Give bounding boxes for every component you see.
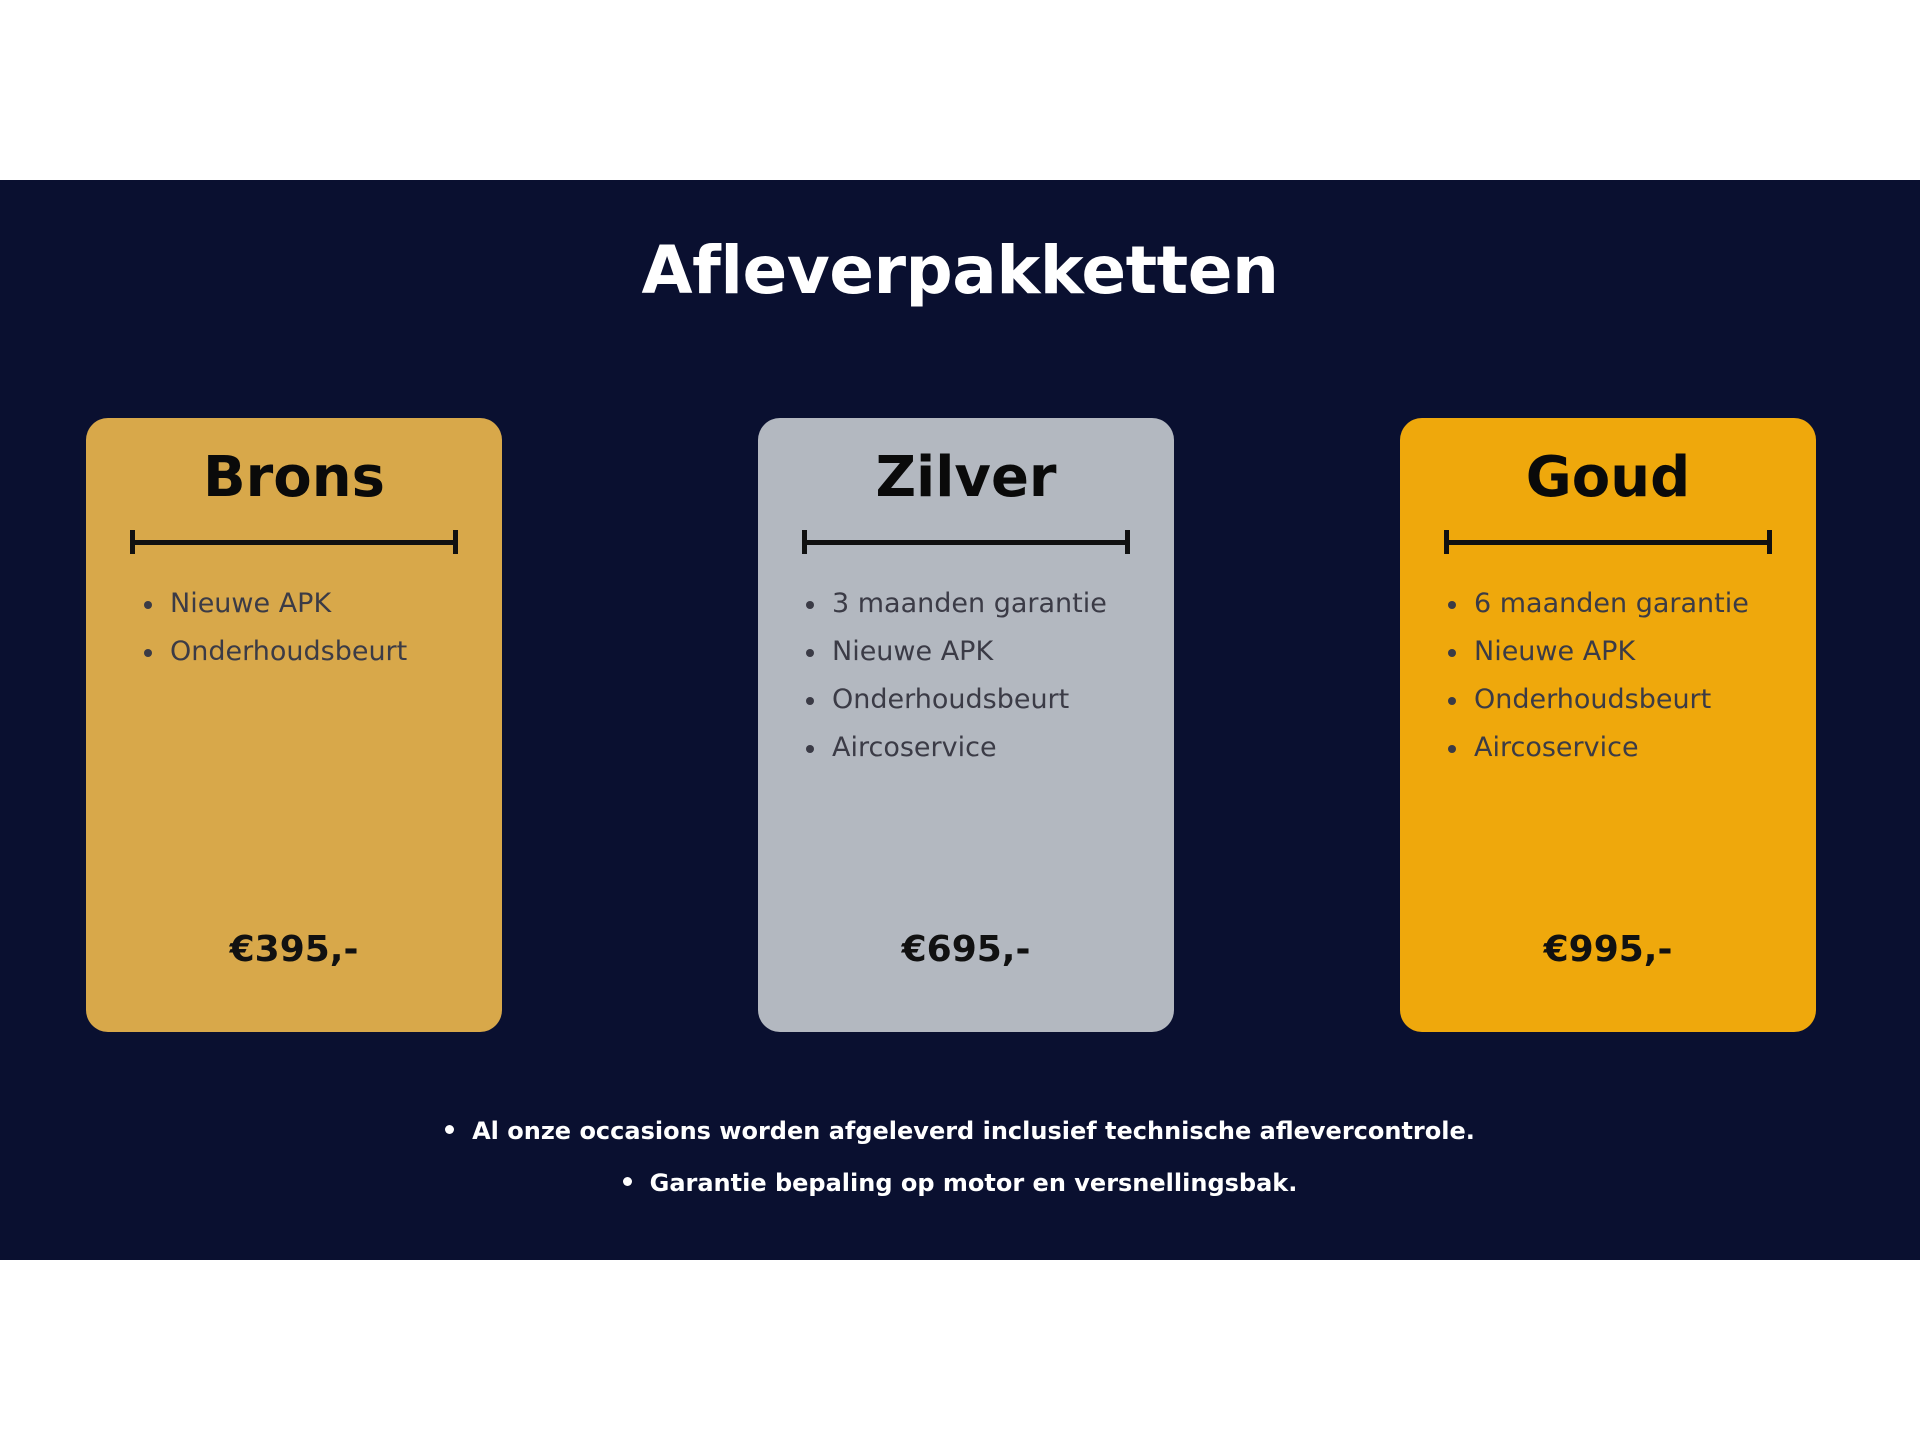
rule-cap-right [453, 530, 458, 554]
list-item: 3 maanden garantie [796, 580, 1148, 628]
divider-rule-goud [1440, 530, 1776, 554]
list-item: Aircoservice [796, 724, 1148, 772]
package-price-goud: €995,- [1543, 929, 1673, 970]
feature-list-brons [134, 580, 476, 676]
list-item: Nieuwe APK [1438, 628, 1790, 676]
feature-list-zilver [796, 580, 1148, 772]
footnote-1 [0, 1105, 1920, 1157]
footnote-1-text: Al onze occasions worden afgeleverd inclusief technische aflevercontrole. [472, 1117, 1475, 1145]
list-item: Onderhoudsbeurt [796, 676, 1148, 724]
footnotes [0, 1105, 1920, 1209]
rule-cap-right [1125, 530, 1130, 554]
page-title: Afleverpakketten [641, 232, 1279, 309]
package-name-brons: Brons [203, 445, 385, 510]
package-name-zilver: Zilver [875, 445, 1057, 510]
list-item: Nieuwe APK [796, 628, 1148, 676]
package-card-brons[interactable] [86, 418, 502, 1032]
footnote-2 [0, 1157, 1920, 1209]
divider-rule-brons [126, 530, 462, 554]
rule-bar [1446, 540, 1770, 545]
bullet-icon [445, 1125, 454, 1134]
rule-bar [132, 540, 456, 545]
package-price-zilver: €695,- [901, 929, 1031, 970]
list-item: Onderhoudsbeurt [1438, 676, 1790, 724]
list-item: 6 maanden garantie [1438, 580, 1790, 628]
divider-rule-zilver [798, 530, 1134, 554]
footnote-2-text: Garantie bepaling op motor en versnellingsbak. [649, 1169, 1298, 1197]
package-name-goud: Goud [1525, 445, 1691, 510]
package-price-brons: €395,- [229, 929, 359, 970]
list-item: Onderhoudsbeurt [134, 628, 476, 676]
list-item: Nieuwe APK [134, 580, 476, 628]
feature-list-goud [1438, 580, 1790, 772]
list-item: Aircoservice [1438, 724, 1790, 772]
package-card-goud[interactable] [1400, 418, 1816, 1032]
rule-bar [804, 540, 1128, 545]
package-card-zilver[interactable] [758, 418, 1174, 1032]
bullet-icon [623, 1177, 632, 1186]
rule-cap-right [1767, 530, 1772, 554]
